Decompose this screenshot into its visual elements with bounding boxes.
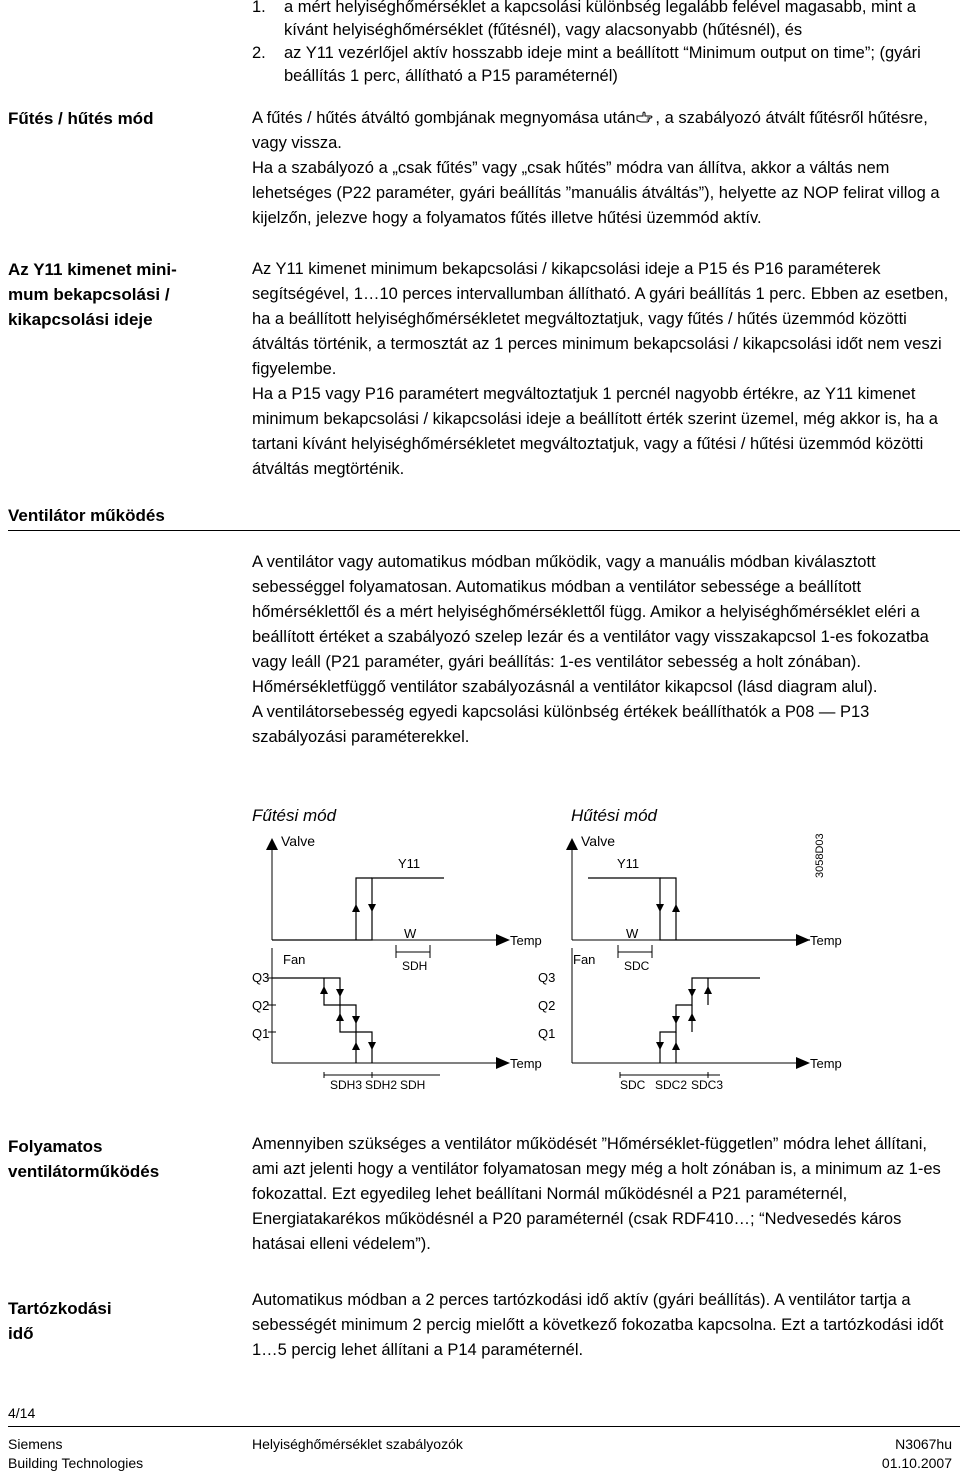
company-division: Building Technologies: [8, 1455, 144, 1471]
title-line: Az Y11 kimenet mini-: [8, 260, 177, 279]
paragraph: A ventilátorsebesség egyedi kapcsolási különbség értékek beállíthatók a P08 — P13 szabályozási paraméterekkel.: [252, 703, 870, 746]
temp-label: Temp: [510, 933, 542, 948]
paragraph-text: A fűtés / hűtés átváltó gombjának megnyomása után: [252, 109, 636, 127]
hand-pointer-icon: [636, 110, 654, 124]
figure-code: 3058D03: [814, 833, 826, 878]
paragraph: [252, 106, 952, 156]
page-number: 4/14: [8, 1405, 36, 1421]
y11-label: Y11: [398, 856, 421, 871]
doc-date: 01.10.2007: [881, 1455, 952, 1471]
paragraph: Ha a P15 vagy P16 paramétert megváltoztatjuk 1 percnél nagyobb értékre, az Y11 kimenet minimum bekapcsolási / kikapcsolási ideje a beállított érték szerint üzemel, még akkor is, ha a tartani kívánt helyiséghőmérsékletet megváltoztatjuk, vagy a fűtési / hűtési üzemmód közötti átváltás megtörténik.: [252, 385, 938, 478]
temp-axis-arrow-icon: [496, 934, 510, 946]
step-arrow-icon: [336, 1013, 344, 1021]
temp-axis-arrow-icon: [796, 1057, 810, 1069]
footer-divider: [8, 1426, 960, 1427]
step-arrow-icon: [368, 1042, 376, 1050]
step-arrow-icon: [336, 989, 344, 997]
section-body-futes-hutes: [252, 106, 952, 231]
switch-down-arrow-icon: [656, 904, 664, 912]
paragraph: Az Y11 kimenet minimum bekapcsolási / kikapcsolási ideje a P15 és P16 paraméterek segítségével, 1…10 perces intervallumban állítható. A gyári beállítás 1 perc. Ebben az esetben, ha a beállított helyiséghőmérsékletet megváltoztatjuk, vagy fűtés / hűtés üzemmód közötti átváltás történik, a termosztát az 1 perces minimum bekapcsolási / kikapcsolási időt nem veszi figyelembe.: [252, 260, 949, 378]
switch-up-arrow-icon: [352, 904, 360, 912]
fan-label: Fan: [573, 952, 596, 967]
step-arrow-icon: [352, 1042, 360, 1050]
paragraph: Automatikus módban a 2 perces tartózkodási idő aktív (gyári beállítás). A ventilátor tartja a sebességét minimum 2 percig mielőtt a következő fokozatba kapcsolna. Ezt a tartózkodási időt 1…5 percig lehet állítani a P14 paraméternél.: [252, 1291, 944, 1359]
section-body-folyamatos: [252, 1132, 952, 1257]
valve-axis-arrow-icon: [266, 838, 278, 850]
w-label: W: [404, 926, 417, 941]
list-number: 1.: [252, 0, 266, 16]
sdc-label: SDC: [624, 959, 650, 973]
temp-label: Temp: [810, 933, 842, 948]
step-arrow-icon: [672, 1016, 680, 1024]
switch-up-arrow-icon: [672, 904, 680, 912]
step-arrow-icon: [656, 1042, 664, 1050]
top-condition-list: [252, 0, 952, 88]
list-text: az Y11 vezérlőjel aktív hosszabb ideje mint a beállított “Minimum output on time”; (gyári beállítás 1 perc, állítható a P15 paraméternél): [284, 44, 921, 85]
temp-label: Temp: [810, 1056, 842, 1071]
q1-label: Q1: [538, 1026, 556, 1041]
w-label: W: [626, 926, 639, 941]
q3-label: Q3: [538, 970, 556, 985]
section-title-folyamatos: [8, 1134, 238, 1184]
step-arrow-icon: [688, 989, 696, 997]
step-arrow-icon: [672, 1042, 680, 1050]
section-body-tartozkodasi: [252, 1288, 952, 1363]
temp-axis-arrow-icon: [796, 934, 810, 946]
valve-label: Valve: [581, 833, 615, 849]
paragraph: A ventilátor vagy automatikus módban működik, vagy a manuális módban kiválasztott sebességgel folyamatosan. Automatikus módban a ventilátor sebessége a beállított hőmérséklettől és a mért helyiséghőmérséklettől függ. Amikor a helyiséghőmérséklet eléri a beállított értéket a szabályozó szelep lezár és a ventilátor vagy visszakapcsol 1-es fokozatba vagy leáll (P21 paraméter, gyári beállítás: 1-es ventilátor sebesség a holt zónában).: [252, 553, 929, 671]
y11-label: Y11: [617, 856, 640, 871]
valve-axis-arrow-icon: [566, 838, 578, 850]
cooling-diagram: [538, 833, 842, 1092]
step-arrow-icon: [688, 1013, 696, 1021]
step-arrow-icon: [352, 1016, 360, 1024]
sdc3-label: SDC3: [691, 1078, 724, 1092]
list-number: 2.: [252, 44, 266, 62]
step-arrow-icon: [320, 986, 328, 994]
company-name: Siemens: [8, 1436, 63, 1452]
fan-control-diagram: [0, 825, 960, 1100]
heating-diagram: [252, 833, 542, 1092]
paragraph: Hőmérsékletfüggő ventilátor szabályozásnál a ventilátor kikapcsol (lásd diagram alul).: [252, 678, 878, 696]
footer-doc-info: [882, 1435, 952, 1473]
step-arrow-icon: [704, 986, 712, 994]
section-title-y11-minimum: [8, 257, 238, 332]
fan-label: Fan: [283, 952, 306, 967]
title-line: mum bekapcsolási /: [8, 285, 170, 304]
switch-down-arrow-icon: [368, 904, 376, 912]
section-title-ventilator: Ventilátor működés: [8, 506, 165, 525]
section-title-futes-hutes: Fűtés / hűtés mód: [8, 109, 154, 128]
section-body-y11-minimum: [252, 257, 952, 482]
temp-label: Temp: [510, 1056, 542, 1071]
cooling-diagram-title: Hűtési mód: [571, 806, 657, 825]
sdh2-label: SDH2: [365, 1078, 398, 1092]
paragraph-text: , a szabályozó átvált fűtésről hűtésre, vagy vissza.: [252, 109, 928, 152]
section-body-ventilator: [252, 550, 952, 750]
title-line: Tartózkodási: [8, 1299, 112, 1318]
temp-axis-arrow-icon: [496, 1057, 510, 1069]
footer-company: [8, 1435, 143, 1473]
valve-label: Valve: [281, 833, 315, 849]
list-item: [252, 0, 952, 42]
title-line: kikapcsolási ideje: [8, 310, 153, 329]
title-line: idő: [8, 1324, 34, 1343]
section-divider: [8, 530, 960, 531]
sdc2-label: SDC2: [655, 1078, 688, 1092]
sdh3-label: SDH3: [330, 1078, 363, 1092]
footer-doc-title: Helyiséghőmérséklet szabályozók: [252, 1436, 463, 1452]
list-text: a mért helyiséghőmérséklet a kapcsolási különbség legalább felével magasabb, mint a kívánt helyiséghőmérséklet (fűtésnél), vagy alacsonyabb (hűtésnél), és: [284, 0, 916, 39]
q3-label: Q3: [252, 970, 270, 985]
heating-diagram-title: Fűtési mód: [252, 806, 337, 825]
q2-label: Q2: [538, 998, 556, 1013]
sdh-label: SDH: [402, 959, 428, 973]
sdh-label: SDH: [400, 1078, 426, 1092]
doc-code: N3067hu: [895, 1436, 952, 1452]
q1-label: Q1: [252, 1026, 270, 1041]
sdc-label: SDC: [620, 1078, 646, 1092]
title-line: Folyamatos: [8, 1137, 103, 1156]
paragraph: Amennyiben szükséges a ventilátor működését ”Hőmérséklet-független” módra lehet állítani, ami azt jelenti hogy a ventilátor folyamatosan megy még a holt zónában is, a minimum az 1-es fokozattal. Ezt egyedileg lehet beállítani Normál működésnél a P21 paraméternél, Energiatakarékos működésnél a P20 paraméternél (csak RDF410…; “Nedvesedés káros hatásai elleni védelem”).: [252, 1135, 941, 1253]
list-item: [252, 42, 952, 88]
q2-label: Q2: [252, 998, 270, 1013]
paragraph: Ha a szabályozó a „csak fűtés” vagy „csak hűtés” módra van állítva, akkor a váltás nem lehetséges (P22 paraméter, gyári beállítás ”manuális átváltás”), helyette az NOP felirat villog a kijelzőn, jelezve hogy a folyamatos fűtés illetve hűtési üzemmód aktív.: [252, 159, 940, 227]
title-line: ventilátorműködés: [8, 1162, 160, 1181]
section-title-tartozkodasi: [8, 1296, 238, 1346]
